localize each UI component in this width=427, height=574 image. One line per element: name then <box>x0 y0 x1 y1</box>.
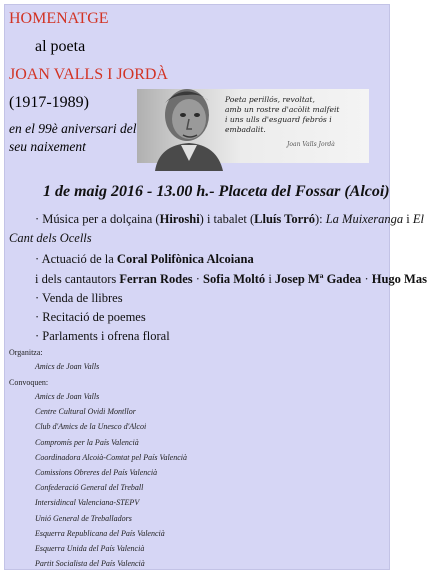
convener-item: Club d'Amics de la Unesco d'Alcoi <box>35 422 147 432</box>
activity-music-cont: Cant dels Ocells <box>9 231 92 245</box>
activity-music: · Música per a dolçaina (Hiroshi) i tabalet (Lluís Torró): La Muixeranga i El <box>35 212 425 226</box>
organizers-label: Organitza: <box>9 348 43 357</box>
organizer-name: Amics de Joan Valls <box>35 362 100 371</box>
activity-books: · Venda de llibres <box>35 291 123 305</box>
convener-item: Esquerra Unida del País Valencià <box>35 543 145 553</box>
activity-speeches: · Parlaments i ofrena floral <box>35 329 170 343</box>
portrait-signature: Joan Valls Jordà <box>287 141 335 148</box>
portrait-quote: Poeta perillós, revoltat, amb un rostre d'acòlit malfeit i uns ulls d'esguard febrós i embadalit. <box>225 95 340 134</box>
poet-name: JOAN VALLS I JORDÀ <box>9 66 168 83</box>
poet-years: (1917-1989) <box>9 94 89 111</box>
homenatge-heading: HOMENATGE <box>9 10 109 27</box>
event-date-place: 1 de maig 2016 - 13.00 h.- Placeta del Fossar (Alcoi) <box>43 183 390 200</box>
al-poeta-text: al poeta <box>35 38 86 55</box>
convener-item: Centre Cultural Ovidi Montllor <box>35 407 136 417</box>
convener-item: Partit Socialista del País Valencià <box>35 559 145 569</box>
convener-item: Amics de Joan Valls <box>35 392 100 401</box>
activity-choir: · Actuació de la Coral Polifònica Alcoiana <box>35 252 254 266</box>
convener-item: Confederació General del Treball <box>35 483 144 493</box>
activity-singers: i dels cantautors Ferran Rodes · Sofia Moltó i Josep Mª Gadea · Hugo Mas <box>35 272 427 286</box>
convener-item: Esquerra Republicana del País Valencià <box>35 528 165 538</box>
activity-poems: · Recitació de poemes <box>35 310 146 324</box>
convener-item: Unió General de Treballadors <box>35 513 132 523</box>
conveners-label: Convoquen: <box>9 378 49 387</box>
conveners-list <box>35 392 187 574</box>
anniversary-line-1: en el 99è aniversari del <box>9 121 137 136</box>
convener-item: Comissions Obreres del País Valencià <box>35 467 158 477</box>
convener-item: Compromís per la País Valencià <box>35 437 139 447</box>
convener-item: Intersidincal Valenciana-STEPV <box>35 498 140 508</box>
anniversary-line-2: seu naixement <box>9 139 86 154</box>
poet-portrait-image <box>137 89 369 163</box>
convener-item: Coordinadora Alcoià-Comtat pel País Valencià <box>35 452 187 462</box>
portrait-silhouette <box>145 85 225 171</box>
poster <box>4 4 427 570</box>
